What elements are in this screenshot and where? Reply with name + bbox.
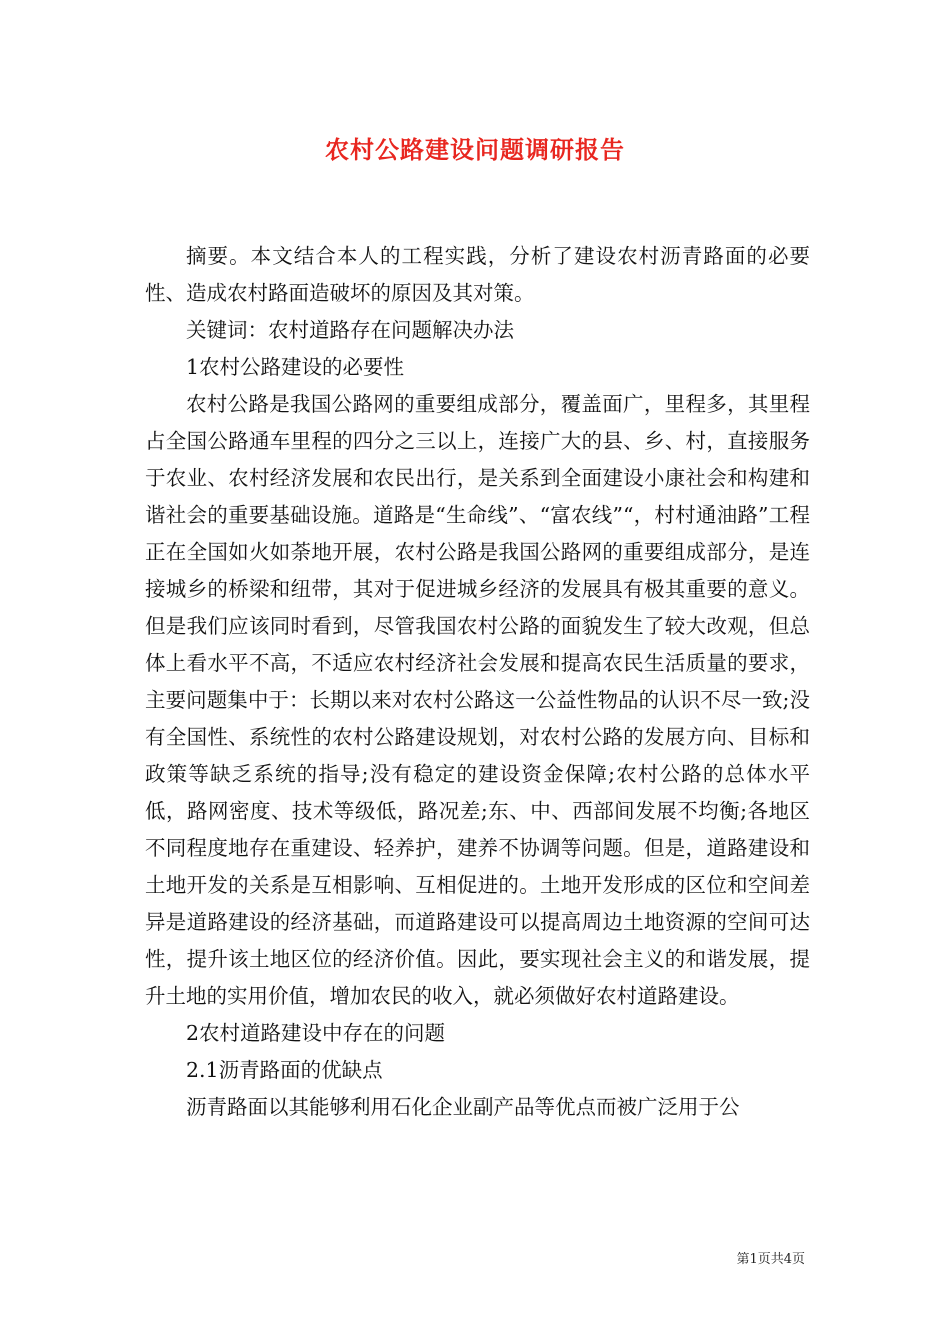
document-body (145, 238, 810, 1126)
keywords-paragraph: 关键词：农村道路存在问题解决办法 (186, 318, 514, 342)
abstract-paragraph: 摘要。本文结合本人的工程实践，分析了建设农村沥青路面的必要性、造成农村路面造破坏的原因及其对策。 (145, 244, 810, 305)
subsection-heading-2-1: 2.1沥青路面的优缺点 (186, 1058, 383, 1082)
body-paragraph: 沥青路面以其能够利用石化企业副产品等优点而被广泛用于公 (186, 1095, 740, 1119)
body-paragraph: 农村公路是我国公路网的重要组成部分，覆盖面广，里程多，其里程占全国公路通车里程的四分之三以上，连接广大的县、乡、村，直接服务于农业、农村经济发展和农民出行，是关系到全面建设小康社会和构建和谐社会的重要基础设施。道路是“生命线”、“富农线”“，村村通油路”工程正在全国如火如荼地开展，农村公路是我国公路网的重要组成部分，是连接城乡的桥梁和纽带，其对于促进城乡经济的发展具有极其重要的意义。但是我们应该同时看到，尽管我国农村公路的面貌发生了较大改观，但总体上看水平不高，不适应农村经济社会发展和提高农民生活质量的要求，主要问题集中于：长期以来对农村公路这一公益性物品的认识不尽一致;没有全国性、系统性的农村公路建设规划，对农村公路的发展方向、目标和政策等缺乏系统的指导;没有稳定的建设资金保障;农村公路的总体水平低，路网密度、技术等级低，路况差;东、中、西部间发展不均衡;各地区不同程度地存在重建设、轻养护，建养不协调等问题。但是，道路建设和土地开发的关系是互相影响、互相促进的。土地开发形成的区位和空间差异是道路建设的经济基础，而道路建设可以提高周边土地资源的空间可达性，提升该土地区位的经济价值。因此，要实现社会主义的和谐发展，提升土地的实用价值，增加农民的收入，就必须做好农村道路建设。 (145, 392, 810, 1008)
section-heading-1: 1农村公路建设的必要性 (186, 355, 405, 379)
page-number-footer: 第1页共4页 (736, 1252, 805, 1267)
document-title: 农村公路建设问题调研报告 (325, 135, 625, 164)
section-heading-2: 2农村道路建设中存在的问题 (186, 1021, 446, 1045)
